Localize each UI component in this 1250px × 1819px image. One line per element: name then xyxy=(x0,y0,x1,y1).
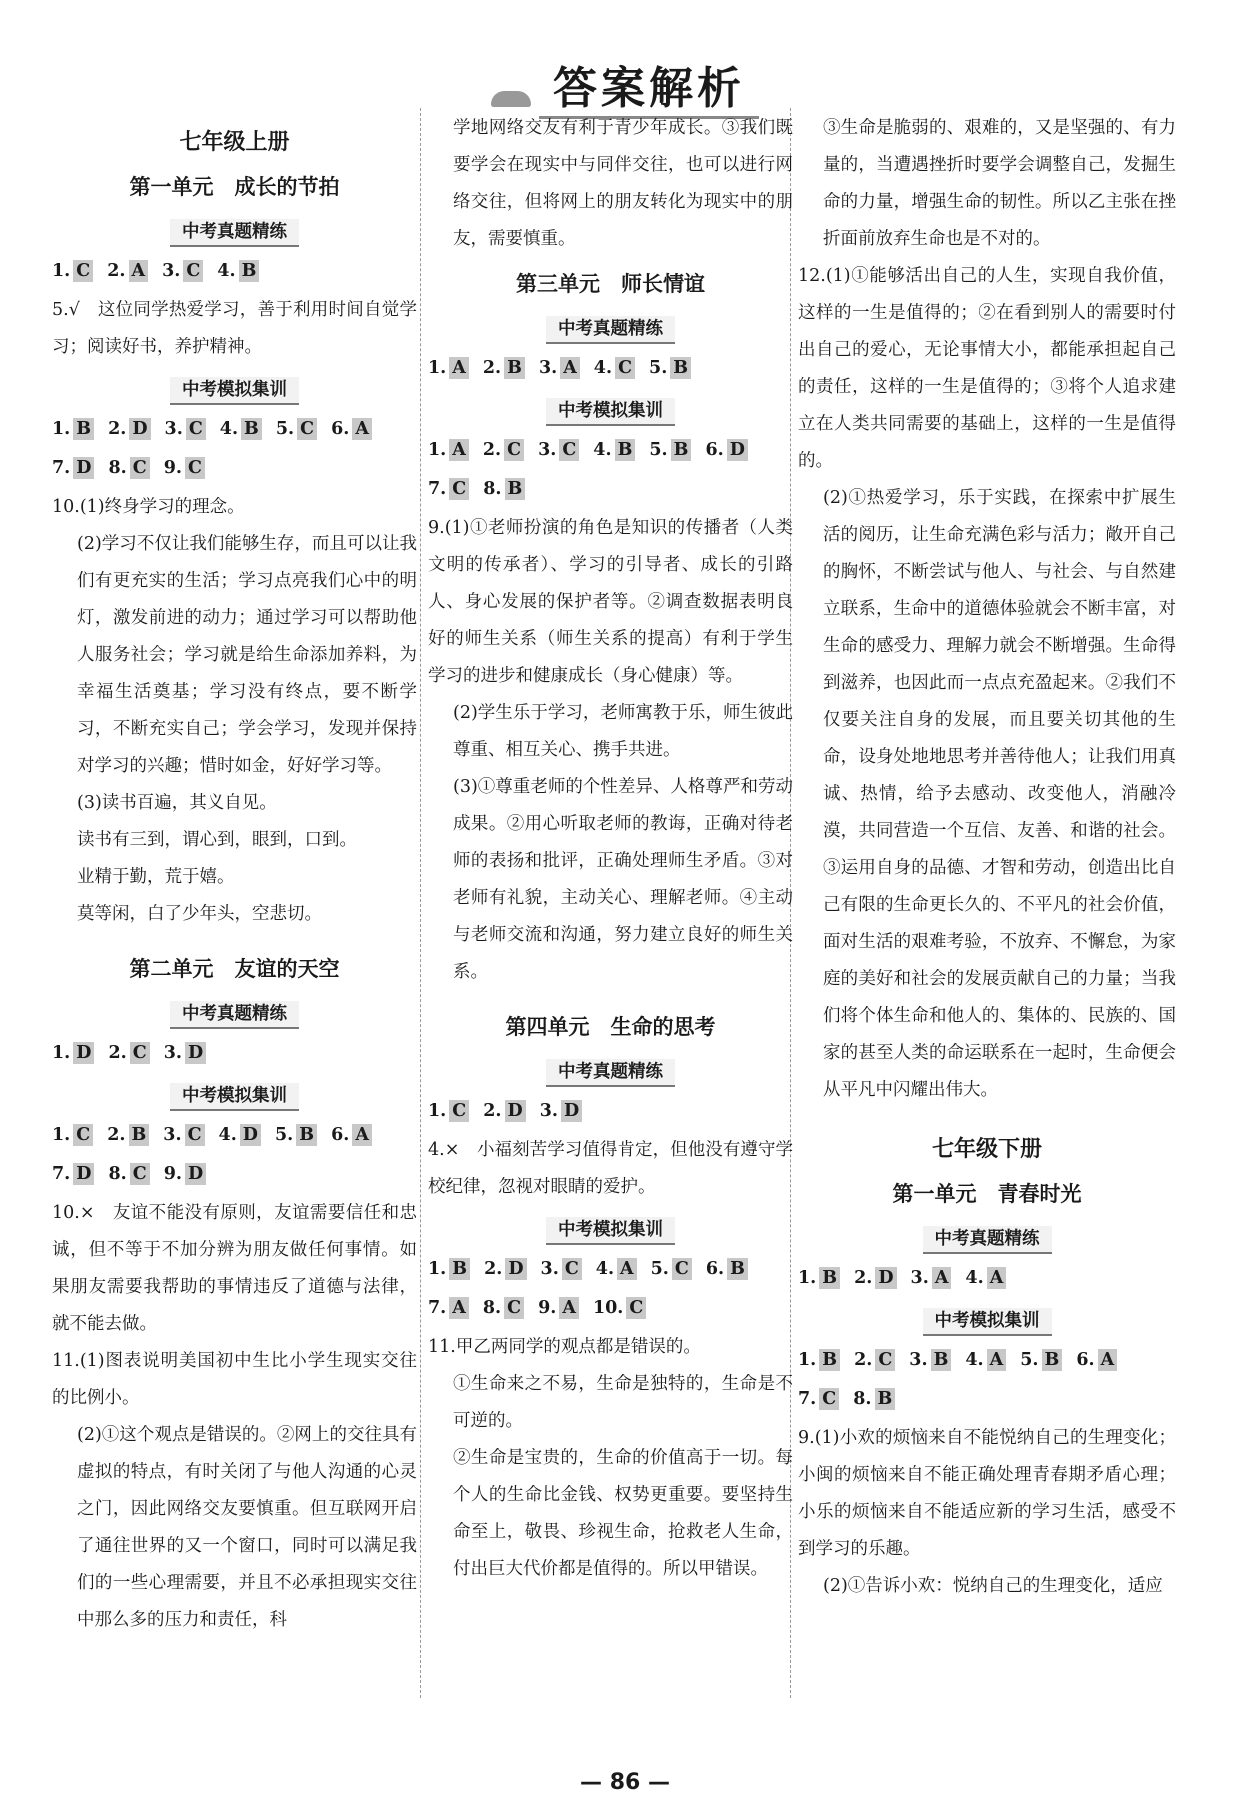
page-number: — 86 — xyxy=(580,1770,670,1795)
answer-letter: B xyxy=(504,357,525,379)
question-number: 8. xyxy=(483,479,502,499)
section-heading: 中考模拟集训 xyxy=(52,372,417,409)
choice-answer xyxy=(538,1290,579,1327)
question-number: 8. xyxy=(853,1389,872,1409)
answer-letter: A xyxy=(449,1297,469,1319)
choice-answer xyxy=(538,432,579,469)
question-number: 2. xyxy=(108,1043,127,1063)
choice-answer xyxy=(428,432,469,469)
answer-letter: A xyxy=(932,1267,952,1289)
answer-text: 9.(1)①老师扮演的角色是知识的传播者（人类文明的传承者）、学习的引导者、成长的引路人、身心发展的保护者等。②调查数据表明良好的师生关系（师生关系的提高）有利于学生学习的进步和健康成长（身心健康）等。 xyxy=(428,518,793,686)
question-number: 6. xyxy=(331,1125,350,1145)
question-number: 7. xyxy=(52,1164,71,1184)
answer-row xyxy=(428,1290,793,1327)
question-number: 8. xyxy=(108,1164,127,1184)
answer-text: ①生命来之不易，生命是独特的，生命是不可逆的。 xyxy=(453,1374,793,1431)
section-heading: 中考模拟集训 xyxy=(798,1303,1176,1340)
question-number: 8. xyxy=(482,1298,502,1318)
answer-text: 学地网络交友有利于青少年成长。③我们既要学会在现实中与同伴交往，也可以进行网络交往，但将网上的朋友转化为现实中的朋友，需要慎重。 xyxy=(453,118,793,249)
answer-text: 9.(1)小欢的烦恼来自不能悦纳自己的生理变化；小闽的烦恼来自不能正确处理青春期矛盾心理；小乐的烦恼来自不能适应新的学习生活，感受不到学习的乐趣。 xyxy=(798,1428,1176,1559)
choice-answer xyxy=(965,1260,1006,1297)
answer-letter: D xyxy=(185,1163,206,1185)
answer-letter: C xyxy=(183,260,203,282)
unit-heading: 第一单元 成长的节拍 xyxy=(129,175,340,199)
choice-answer xyxy=(484,1251,526,1288)
choice-answer xyxy=(649,432,691,469)
question-number: 3. xyxy=(538,440,557,460)
choice-answer xyxy=(164,450,205,487)
choice-answer xyxy=(593,432,635,469)
question-number: 5. xyxy=(274,1125,294,1145)
answer-letter: A xyxy=(987,1267,1007,1289)
answer-text: 10.× 友谊不能没有原则，友谊需要信任和忠诚，但不等于不加分辨为朋友做任何事情。如果朋友需要我帮助的事情违反了道德与法律，就不能去做。 xyxy=(52,1203,417,1334)
answer-text: 读书有三到，谓心到，眼到，口到。 xyxy=(77,830,357,850)
choice-answer xyxy=(540,1093,582,1130)
answer-row xyxy=(428,350,793,387)
answer-letter: A xyxy=(352,1124,372,1146)
answer-letter: D xyxy=(73,1042,94,1064)
choice-answer xyxy=(853,1381,895,1418)
choice-answer xyxy=(52,1156,94,1193)
page-header xyxy=(0,52,1250,119)
question-number: 1. xyxy=(428,1101,447,1121)
answer-letter: D xyxy=(727,439,748,461)
question-number: 2. xyxy=(107,1125,126,1145)
section-heading: 中考模拟集训 xyxy=(52,1078,417,1115)
choice-answer xyxy=(705,432,747,469)
answer-letter: C xyxy=(504,439,524,461)
question-number: 7. xyxy=(798,1389,817,1409)
answer-letter: C xyxy=(185,1124,205,1146)
question-number: 4. xyxy=(965,1268,984,1288)
answer-letter: B xyxy=(505,478,526,500)
choice-answer xyxy=(108,450,149,487)
page-title: 答案解析 xyxy=(539,52,759,119)
unit-heading: 第二单元 友谊的天空 xyxy=(129,957,340,981)
answer-letter: B xyxy=(296,1124,317,1146)
choice-answer xyxy=(108,1156,149,1193)
answer-letter: A xyxy=(559,1297,579,1319)
choice-answer xyxy=(706,1251,748,1288)
answer-letter: D xyxy=(505,1100,526,1122)
answer-text: ③生命是脆弱的、艰难的，又是坚强的、有力量的，当遭遇挫折时要学会调整自己，发掘生命的力量，增强生命的韧性。所以乙主张在挫折面前放弃生命也是不对的。 xyxy=(823,118,1176,249)
question-number: 3. xyxy=(162,261,181,281)
choice-answer xyxy=(331,1117,372,1154)
answer-letter: A xyxy=(1098,1349,1118,1371)
question-number: 4. xyxy=(593,358,613,378)
choice-answer xyxy=(52,1117,93,1154)
answer-letter: B xyxy=(931,1349,952,1371)
choice-answer xyxy=(483,1290,524,1327)
question-number: 6. xyxy=(705,1259,725,1279)
answer-letter: D xyxy=(505,1258,526,1280)
question-number: 3. xyxy=(163,1043,182,1063)
question-number: 1. xyxy=(428,358,447,378)
choice-answer xyxy=(483,350,525,387)
choice-answer xyxy=(163,1117,204,1154)
choice-answer xyxy=(52,450,94,487)
answer-text: 业精于勤，荒于嬉。 xyxy=(77,867,235,887)
choice-answer xyxy=(107,253,148,290)
answer-letter: D xyxy=(240,1124,261,1146)
answer-letter: B xyxy=(875,1388,896,1410)
answer-row xyxy=(798,1381,1176,1418)
answer-letter: B xyxy=(819,1349,840,1371)
question-number: 6. xyxy=(705,440,724,460)
answer-text: ②生命是宝贵的，生命的价值高于一切。每个人的生命比金钱、权势更重要。要坚持生命至上，敬畏、珍视生命，抢救老人生命，付出巨大代价都是值得的。所以甲错误。 xyxy=(453,1448,793,1579)
header-ornament-icon xyxy=(491,91,531,107)
answer-text: 10.(1)终身学习的理念。 xyxy=(52,497,245,517)
choice-answer xyxy=(108,1035,149,1072)
section-heading: 中考真题精练 xyxy=(52,996,417,1033)
answer-letter: C xyxy=(504,1297,524,1319)
choice-answer xyxy=(107,1117,149,1154)
choice-answer xyxy=(428,1093,469,1130)
answer-letter: C xyxy=(297,418,317,440)
answer-row xyxy=(428,471,793,508)
answer-row xyxy=(52,253,417,290)
choice-answer xyxy=(854,1260,896,1297)
answer-text: (3)①尊重老师的个性差异、人格尊严和劳动成果。②用心听取老师的教诲，正确对待老师的表扬和批评，正确处理师生矛盾。③对老师有礼貌，主动关心、理解老师。④主动与老师交流和沟通，努力建立良好的师生关系。 xyxy=(453,777,793,982)
question-number: 5. xyxy=(1020,1350,1039,1370)
choice-answer xyxy=(649,350,691,387)
choice-answer xyxy=(594,350,635,387)
answer-letter: D xyxy=(561,1100,582,1122)
question-number: 3. xyxy=(910,1268,929,1288)
answer-letter: B xyxy=(671,439,692,461)
question-number: 3. xyxy=(163,1125,182,1145)
choice-answer xyxy=(483,471,525,508)
question-number: 7. xyxy=(428,1298,447,1318)
answer-letter: C xyxy=(672,1258,692,1280)
section-heading: 中考真题精练 xyxy=(52,214,417,251)
choice-answer xyxy=(798,1260,840,1297)
answer-letter: A xyxy=(449,357,469,379)
answer-letter: B xyxy=(819,1267,840,1289)
choice-answer xyxy=(220,411,262,448)
answer-letter: D xyxy=(73,1163,94,1185)
choice-answer xyxy=(331,411,372,448)
answer-letter: B xyxy=(449,1258,470,1280)
question-number: 5. xyxy=(649,358,668,378)
answer-letter: B xyxy=(615,439,636,461)
column-divider xyxy=(420,108,421,1698)
choice-answer xyxy=(596,1251,637,1288)
answer-letter: C xyxy=(626,1297,646,1319)
answer-text: (3)读书百遍，其义自见。 xyxy=(77,793,277,813)
answer-letter: C xyxy=(73,1124,93,1146)
answer-letter: C xyxy=(449,478,469,500)
answer-text: 11.甲乙两同学的观点都是错误的。 xyxy=(428,1337,701,1357)
choice-answer xyxy=(965,1342,1006,1379)
question-number: 8. xyxy=(108,458,127,478)
answer-letter: B xyxy=(727,1258,748,1280)
answer-letter: A xyxy=(987,1349,1007,1371)
choice-answer xyxy=(276,411,317,448)
question-number: 3. xyxy=(540,1259,559,1279)
choice-answer xyxy=(164,1035,206,1072)
answer-row xyxy=(52,1117,417,1154)
answer-letter: C xyxy=(73,260,93,282)
column-right xyxy=(798,110,1176,1605)
choice-answer xyxy=(651,1251,692,1288)
answer-text: (2)①这个观点是错误的。②网上的交往具有虚拟的特点，有时关闭了与他人沟通的心灵之门，因此网络交友要慎重。但互联网开启了通往世界的又一个窗口，同时可以满足我们的一些心理需要，并且不必承担现实交往中那么多的压力和责任，科 xyxy=(77,1425,417,1630)
answer-row xyxy=(52,1035,417,1072)
question-number: 1. xyxy=(798,1350,817,1370)
answer-letter: B xyxy=(1042,1349,1063,1371)
question-number: 1. xyxy=(52,1043,71,1063)
answer-letter: B xyxy=(73,418,94,440)
answer-text: 5.√ 这位同学热爱学习，善于利用时间自觉学习；阅读好书，养护精神。 xyxy=(52,300,417,357)
question-number: 3. xyxy=(164,419,183,439)
answer-letter: A xyxy=(560,357,580,379)
choice-answer xyxy=(911,1260,952,1297)
choice-answer xyxy=(108,411,150,448)
answer-letter: C xyxy=(819,1388,839,1410)
choice-answer xyxy=(428,350,469,387)
answer-letter: B xyxy=(241,418,262,440)
answer-text: 11.(1)图表说明美国初中生比小学生现实交往的比例小。 xyxy=(52,1351,417,1408)
answer-row xyxy=(428,1251,793,1288)
choice-answer xyxy=(52,411,94,448)
question-number: 1. xyxy=(798,1268,817,1288)
question-number: 2. xyxy=(482,440,502,460)
answer-letter: C xyxy=(130,1163,150,1185)
answer-text: (2)学习不仅让我们能够生存，而且可以让我们有更充实的生活；学习点亮我们心中的明灯，激发前进的动力；通过学习可以帮助他人服务社会；学习就是给生命添加养料，为幸福生活奠基；学习没有终点，要不断学习，不断充实自己；学会学习，发现并保持对学习的兴趣；惜时如金，好好学习等。 xyxy=(77,534,417,776)
choice-answer xyxy=(1076,1342,1117,1379)
question-number: 1. xyxy=(52,261,71,281)
question-number: 2. xyxy=(108,419,127,439)
answer-text: 4.× 小福刻苦学习值得肯定，但他没有遵守学校纪律，忽视对眼睛的爱护。 xyxy=(428,1140,793,1197)
answer-letter: C xyxy=(185,457,205,479)
question-number: 2. xyxy=(484,1259,503,1279)
choice-answer xyxy=(217,253,259,290)
answer-letter: D xyxy=(185,1042,206,1064)
question-number: 6. xyxy=(1076,1350,1095,1370)
column-middle xyxy=(428,110,793,1588)
answer-letter: B xyxy=(670,357,691,379)
question-number: 4. xyxy=(595,1259,615,1279)
answer-letter: C xyxy=(130,457,150,479)
choice-answer xyxy=(52,253,93,290)
answer-row xyxy=(52,1156,417,1193)
question-number: 7. xyxy=(52,458,71,478)
question-number: 4. xyxy=(218,1125,237,1145)
question-number: 4. xyxy=(217,261,236,281)
question-number: 1. xyxy=(428,1259,447,1279)
question-number: 5. xyxy=(275,419,295,439)
answer-text: (2)①告诉小欢：悦纳自己的生理变化，适应 xyxy=(823,1576,1163,1596)
choice-answer xyxy=(798,1381,839,1418)
question-number: 6. xyxy=(331,419,350,439)
choice-answer xyxy=(593,1290,646,1327)
answer-letter: C xyxy=(875,1349,895,1371)
question-number: 5. xyxy=(650,1259,669,1279)
question-number: 2. xyxy=(483,1101,502,1121)
answer-letter: C xyxy=(559,439,579,461)
choice-answer xyxy=(483,1093,525,1130)
answer-letter: D xyxy=(129,418,150,440)
choice-answer xyxy=(165,411,206,448)
question-number: 3. xyxy=(909,1350,928,1370)
section-heading: 中考真题精练 xyxy=(428,1054,793,1091)
answer-letter: A xyxy=(129,260,149,282)
unit-heading: 第四单元 生命的思考 xyxy=(505,1015,716,1039)
question-number: 1. xyxy=(52,1125,71,1145)
choice-answer xyxy=(1020,1342,1062,1379)
question-number: 4. xyxy=(593,440,612,460)
answer-letter: A xyxy=(352,418,372,440)
question-number: 2. xyxy=(854,1350,873,1370)
answer-row xyxy=(428,432,793,469)
question-number: 9. xyxy=(163,1164,182,1184)
choice-answer xyxy=(483,432,524,469)
section-heading: 中考真题精练 xyxy=(428,311,793,348)
answer-row xyxy=(52,411,417,448)
choice-answer xyxy=(164,1156,206,1193)
answer-text: 12.(1)①能够活出自己的人生，实现自我价值，这样的一生是值得的；②在看到别人的需要时付出自己的爱心，无论事情大小，都能承担起自己的责任，这样的一生是值得的；③将个人追求建立在人类共同需要的基础上，这样的一生是值得的。 xyxy=(798,266,1176,471)
answer-text: 莫等闲，白了少年头，空悲切。 xyxy=(77,904,322,924)
answer-letter: C xyxy=(130,1042,150,1064)
choice-answer xyxy=(52,1035,94,1072)
choice-answer xyxy=(798,1342,840,1379)
question-number: 4. xyxy=(965,1350,984,1370)
choice-answer xyxy=(539,350,580,387)
choice-answer xyxy=(428,471,469,508)
question-number: 2. xyxy=(854,1268,873,1288)
question-number: 1. xyxy=(52,419,71,439)
section-heading: 中考模拟集训 xyxy=(428,393,793,430)
choice-answer xyxy=(541,1251,582,1288)
answer-letter: C xyxy=(186,418,206,440)
answer-text: (2)学生乐于学习，老师寓教于乐，师生彼此尊重、相互关心、携手共进。 xyxy=(453,703,793,760)
answer-letter: A xyxy=(449,439,469,461)
question-number: 9. xyxy=(163,458,182,478)
question-number: 5. xyxy=(649,440,668,460)
answer-letter: B xyxy=(129,1124,150,1146)
answer-letter: C xyxy=(615,357,635,379)
unit-heading: 第三单元 师长情谊 xyxy=(516,272,705,296)
choice-answer xyxy=(854,1342,895,1379)
answer-letter: B xyxy=(239,260,260,282)
question-number: 10. xyxy=(592,1298,624,1318)
answer-letter: D xyxy=(875,1267,896,1289)
question-number: 3. xyxy=(538,358,558,378)
answer-row xyxy=(52,450,417,487)
answer-letter: C xyxy=(562,1258,582,1280)
answer-row xyxy=(428,1093,793,1130)
grade-heading: 七年级上册 xyxy=(179,130,290,155)
answer-row xyxy=(798,1260,1176,1297)
section-heading: 中考真题精练 xyxy=(798,1221,1176,1258)
choice-answer xyxy=(428,1251,470,1288)
unit-heading: 第一单元 青春时光 xyxy=(892,1182,1082,1206)
answer-letter: A xyxy=(617,1258,637,1280)
question-number: 9. xyxy=(538,1298,557,1318)
choice-answer xyxy=(428,1290,469,1327)
question-number: 1. xyxy=(428,440,447,460)
choice-answer xyxy=(275,1117,317,1154)
answer-row xyxy=(798,1342,1176,1379)
answer-text: (2)①热爱学习，乐于实践，在探索中扩展生活的阅历，让生命充满色彩与活力；敞开自己的胸怀，不断尝试与他人、与社会、与自然建立联系，生命中的道德体验就会不断丰富，对生命的感受力、理解力就会不断增强。生命得到滋养，也因此而一点点充盈起来。②我们不仅要关注自身的发展，而且要关切其他的生命，设身处地地思考并善待他人；让我们用真诚、热情，给予去感动、改变他人，消融冷漠，共同营造一个互信、友善、和谐的社会。③运用自身的品德、才智和劳动，创造出比自己有限的生命更长久的、不平凡的社会价值，面对生活的艰难考验，不放弃、不懈怠，为家庭的美好和社会的发展贡献自己的力量；当我们将个体生命和他人的、集体的、民族的、国家的甚至人类的命运联系在一起时，生命便会从平凡中闪耀出伟大。 xyxy=(823,488,1176,1100)
question-number: 2. xyxy=(107,261,126,281)
choice-answer xyxy=(219,1117,261,1154)
column-left xyxy=(52,110,417,1639)
choice-answer xyxy=(162,253,203,290)
question-number: 4. xyxy=(219,419,239,439)
answer-letter: D xyxy=(73,457,94,479)
section-heading: 中考模拟集训 xyxy=(428,1212,793,1249)
answer-letter: C xyxy=(449,1100,469,1122)
question-number: 2. xyxy=(482,358,502,378)
question-number: 7. xyxy=(428,479,447,499)
grade-heading: 七年级下册 xyxy=(931,1137,1042,1162)
question-number: 3. xyxy=(539,1101,558,1121)
choice-answer xyxy=(909,1342,951,1379)
